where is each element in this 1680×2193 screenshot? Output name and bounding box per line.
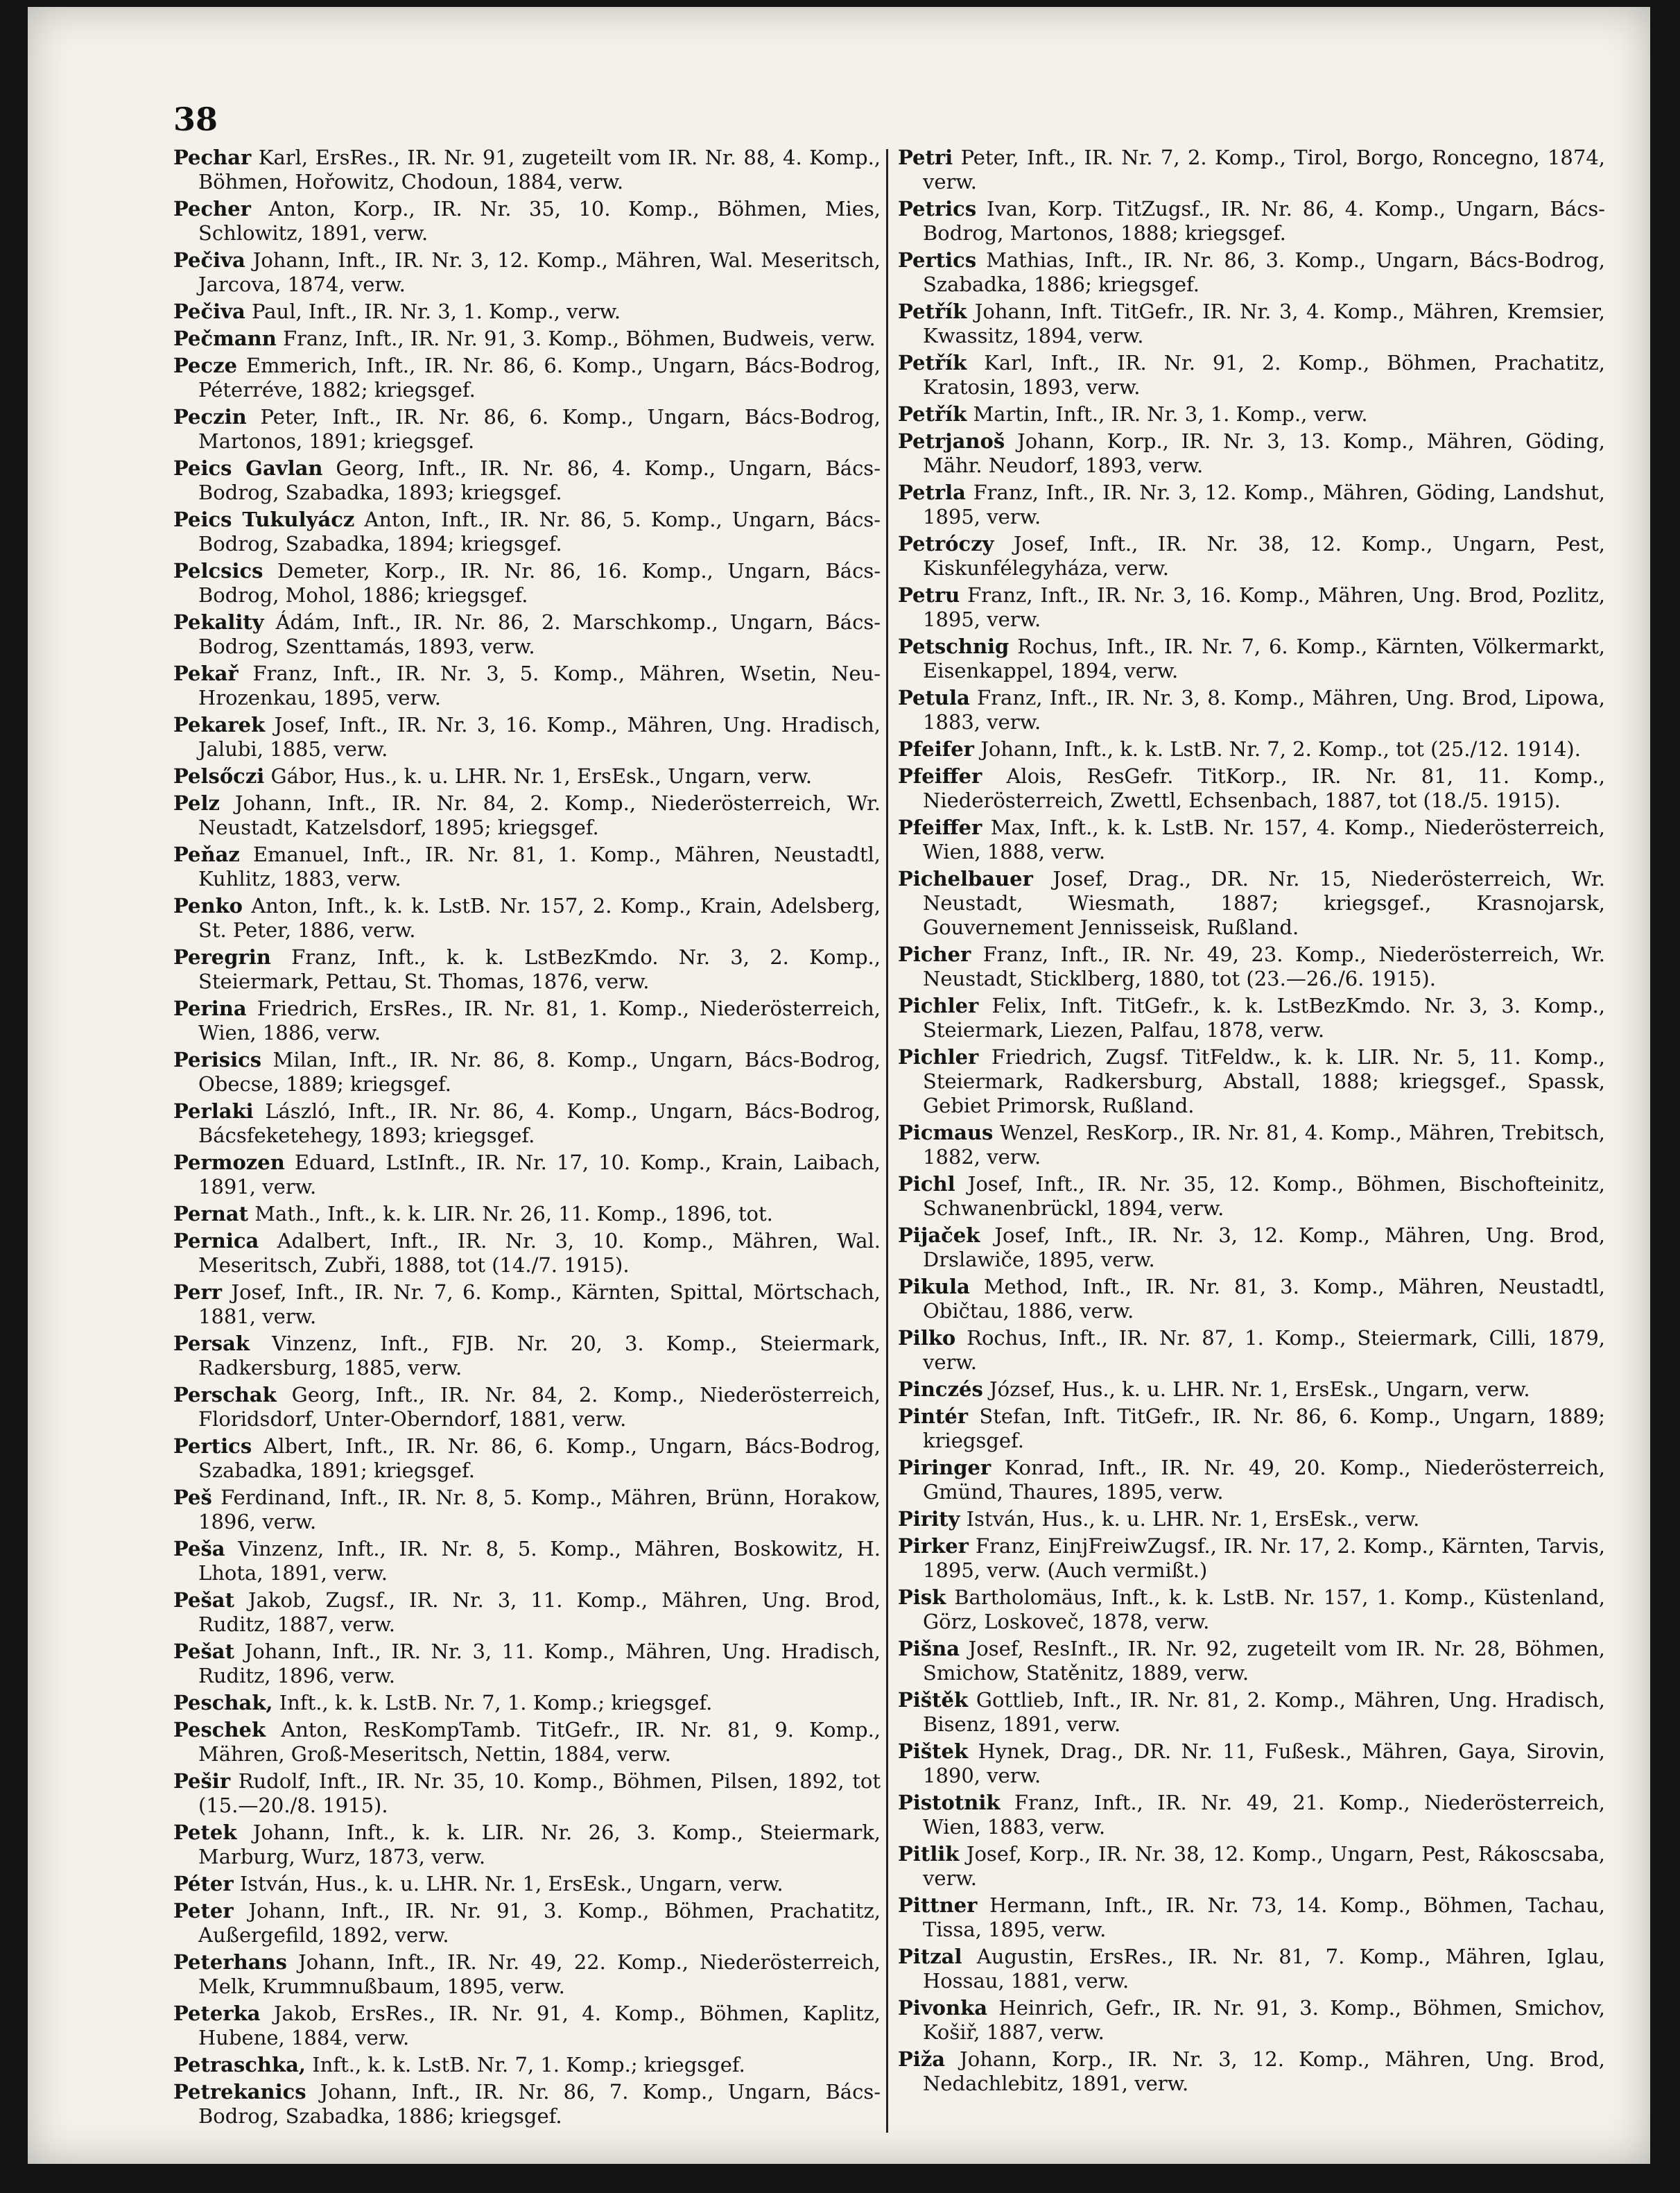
entry-surname: Permozen — [173, 1151, 285, 1174]
entry-details: Georg, Inft., IR. Nr. 84, 2. Komp., Niederösterreich, Floridsdorf, Unter-Oberndorf, 1881, verw. — [198, 1383, 881, 1431]
entry-surname: Pernat — [173, 1202, 249, 1226]
entry-surname: Petula — [898, 686, 970, 710]
entry-details: Franz, EinjFreiwZugsf., IR. Nr. 17, 2. Komp., Kärnten, Tarvis, 1895, verw. (Auch vermißt.) — [923, 1534, 1605, 1582]
entry-surname: Pertics — [898, 248, 977, 272]
register-entry — [898, 1377, 1605, 1402]
document-page — [28, 7, 1650, 2164]
entry-surname: Pištěk — [898, 1688, 969, 1712]
entry-surname: Petrjanoš — [898, 429, 1005, 453]
entry-surname: Petrics — [898, 197, 977, 221]
entry-details: Paul, Inft., IR. Nr. 3, 1. Komp., verw. — [252, 300, 621, 323]
entry-details: Demeter, Korp., IR. Nr. 86, 16. Komp., Ungarn, Bács-Bodrog, Mohol, 1886; kriegsgef. — [198, 559, 881, 607]
entry-surname: Pelz — [173, 791, 220, 815]
register-entry — [898, 816, 1605, 864]
entry-details: Johann, Korp., IR. Nr. 3, 13. Komp., Mähren, Göding, Mähr. Neudorf, 1893, verw. — [923, 429, 1606, 477]
entry-surname: Pekař — [173, 662, 239, 685]
left-column — [173, 146, 881, 2131]
register-entry — [898, 351, 1605, 399]
register-entry — [898, 1275, 1605, 1323]
entry-surname: Pivonka — [898, 1996, 987, 2020]
register-entry — [173, 894, 881, 943]
entry-details: Konrad, Inft., IR. Nr. 49, 20. Komp., Niederösterreich, Gmünd, Thaures, 1895, verw. — [923, 1456, 1606, 1504]
entry-surname: Peter — [173, 1899, 234, 1923]
entry-surname: Picmaus — [898, 1121, 994, 1144]
entry-details: István, Hus., k. u. LHR. Nr. 1, ErsEsk., Ungarn, verw. — [239, 1872, 783, 1895]
register-entry — [173, 1950, 881, 1999]
entry-details: Franz, Inft., IR. Nr. 91, 3. Komp., Böhmen, Budweis, verw. — [283, 327, 876, 350]
register-entry — [898, 1791, 1605, 1839]
entry-surname: Pernica — [173, 1229, 259, 1253]
register-entry — [173, 1151, 881, 1199]
entry-surname: Pichler — [898, 1045, 979, 1069]
entry-details: Vinzenz, Inft., IR. Nr. 8, 5. Komp., Mähren, Boskowitz, H. Lhota, 1891, verw. — [198, 1537, 881, 1585]
register-entry — [898, 943, 1605, 991]
entry-surname: Peňaz — [173, 843, 240, 866]
register-entry — [173, 1769, 881, 1818]
entry-details: Method, Inft., IR. Nr. 81, 3. Komp., Mähren, Neustadtl, Običtau, 1886, verw. — [923, 1275, 1605, 1323]
entry-surname: Pirity — [898, 1507, 960, 1531]
entry-details: Gottlieb, Inft., IR. Nr. 81, 2. Komp., Mähren, Ung. Hradisch, Bisenz, 1891, verw. — [923, 1688, 1605, 1736]
register-entry — [173, 1434, 881, 1483]
register-entry — [173, 354, 881, 402]
entry-details: Hermann, Inft., IR. Nr. 73, 14. Komp., Böhmen, Tachau, Tissa, 1895, verw. — [923, 1893, 1606, 1941]
entry-surname: Pikula — [898, 1275, 970, 1298]
entry-details: Albert, Inft., IR. Nr. 86, 6. Komp., Ungarn, Bács-Bodrog, Szabadka, 1891; kriegsgef. — [198, 1434, 881, 1482]
entry-details: Adalbert, Inft., IR. Nr. 3, 10. Komp., Mähren, Wal. Meseritsch, Zubři, 1888, tot (14./7. 1915). — [198, 1229, 881, 1277]
register-entry — [898, 1326, 1605, 1375]
entry-surname: Perina — [173, 997, 247, 1020]
entry-surname: Peschak, — [173, 1691, 273, 1714]
entry-details: Jakob, Zugsf., IR. Nr. 3, 11. Komp., Mähren, Ung. Brod, Ruditz, 1887, verw. — [198, 1588, 881, 1636]
register-entry — [173, 1202, 881, 1226]
entry-details: Emanuel, Inft., IR. Nr. 81, 1. Komp., Mähren, Neustadtl, Kuhlitz, 1883, verw. — [198, 843, 881, 891]
register-entry — [898, 1688, 1605, 1737]
register-entry — [173, 945, 881, 994]
entry-details: Inft., k. k. LstB. Nr. 7, 1. Komp.; kriegsgef. — [312, 2053, 745, 2076]
entry-surname: Pichl — [898, 1172, 955, 1196]
entry-surname: Piringer — [898, 1456, 991, 1479]
entry-surname: Petřík — [898, 300, 967, 323]
register-entry — [898, 1223, 1605, 1272]
entry-details: Vinzenz, Inft., FJB. Nr. 20, 3. Komp., Steiermark, Radkersburg, 1885, verw. — [198, 1332, 881, 1379]
entry-surname: Peš — [173, 1486, 212, 1509]
register-entry — [898, 1945, 1605, 1993]
register-entry — [898, 248, 1605, 297]
register-entry — [173, 764, 881, 789]
entry-surname: Perlaki — [173, 1099, 254, 1123]
entry-surname: Pfeiffer — [898, 764, 982, 788]
entry-details: Johann, Korp., IR. Nr. 3, 12. Komp., Mähren, Ung. Brod, Nedachlebitz, 1891, verw. — [923, 2047, 1605, 2095]
entry-details: Eduard, LstInft., IR. Nr. 17, 10. Komp., Krain, Laibach, 1891, verw. — [198, 1151, 881, 1198]
entry-details: Anton, ResKompTamb. TitGefr., IR. Nr. 81, 9. Komp., Mähren, Groß-Meseritsch, Nettin, 1884, verw. — [198, 1718, 881, 1766]
register-entry — [173, 2080, 881, 2128]
entry-details: Josef, Drag., DR. Nr. 15, Niederösterreich, Wr. Neustadt, Wiesmath, 1887; kriegsgef., Krasnojarsk, Gouvernement Jennisseisk, Rußland. — [923, 867, 1606, 939]
register-entry — [173, 1640, 881, 1688]
entry-surname: Petróczy — [898, 532, 994, 556]
register-entry — [898, 1121, 1605, 1169]
entry-details: Rochus, Inft., IR. Nr. 87, 1. Komp., Steiermark, Cilli, 1879, verw. — [923, 1326, 1605, 1374]
entry-details: Johann, Inft., k. k. LIR. Nr. 26, 3. Komp., Steiermark, Marburg, Wurz, 1873, verw. — [198, 1821, 881, 1868]
register-entry — [898, 994, 1605, 1042]
entry-surname: Peregrin — [173, 945, 271, 969]
entry-surname: Pichler — [898, 994, 979, 1017]
entry-surname: Peterhans — [173, 1950, 287, 1974]
entry-surname: Pelcsics — [173, 559, 263, 583]
entry-surname: Pichelbauer — [898, 867, 1033, 891]
entry-details: Josef, Inft., IR. Nr. 7, 6. Komp., Kärnten, Spittal, Mörtschach, 1881, verw. — [198, 1280, 881, 1328]
register-entry — [898, 1842, 1605, 1891]
entry-details: Georg, Inft., IR. Nr. 86, 4. Komp., Ungarn, Bács-Bodrog, Szabadka, 1893; kriegsgef. — [198, 456, 881, 504]
register-entry — [173, 508, 881, 556]
register-entry — [898, 1534, 1605, 1583]
register-entry — [898, 1893, 1605, 1942]
entry-surname: Pirker — [898, 1534, 969, 1558]
entry-surname: Peczin — [173, 405, 247, 429]
entry-surname: Pešat — [173, 1588, 234, 1612]
entry-surname: Pfeifer — [898, 737, 974, 761]
register-entry — [898, 635, 1605, 683]
register-entry — [898, 1456, 1605, 1504]
entry-surname: Pfeiffer — [898, 816, 982, 839]
register-entry — [173, 1899, 881, 1947]
entry-surname: Pitlik — [898, 1842, 960, 1866]
entry-surname: Pištek — [898, 1739, 969, 1763]
entry-surname: Pertics — [173, 1434, 252, 1458]
entry-surname: Petri — [898, 146, 953, 169]
register-entry — [898, 764, 1605, 813]
register-entry — [173, 146, 881, 194]
entry-details: Milan, Inft., IR. Nr. 86, 8. Komp., Ungarn, Bács-Bodrog, Obecse, 1889; kriegsgef. — [198, 1048, 881, 1096]
register-entry — [898, 737, 1605, 762]
register-entry — [173, 1280, 881, 1329]
entry-details: Gábor, Hus., k. u. LHR. Nr. 1, ErsEsk., Ungarn, verw. — [270, 764, 813, 788]
register-entry — [173, 1691, 881, 1715]
register-entry — [173, 1537, 881, 1585]
entry-surname: Piža — [898, 2047, 946, 2071]
entry-details: Anton, Inft., k. k. LstB. Nr. 157, 2. Komp., Krain, Adelsberg, St. Peter, 1886, verw. — [198, 894, 881, 942]
entry-surname: Pistotnik — [898, 1791, 1001, 1814]
entry-surname: Petek — [173, 1821, 237, 1844]
entry-surname: Pekality — [173, 610, 264, 634]
entry-surname: Peša — [173, 1537, 225, 1560]
entry-details: László, Inft., IR. Nr. 86, 4. Komp., Ungarn, Bács-Bodrog, Bácsfeketehegy, 1893; kriegsgef. — [198, 1099, 881, 1147]
register-entry — [898, 583, 1605, 632]
entry-details: Rudolf, Inft., IR. Nr. 35, 10. Komp., Böhmen, Pilsen, 1892, tot (15.—20./8. 1915). — [198, 1769, 881, 1817]
entry-details: Franz, Inft., IR. Nr. 3, 8. Komp., Mähren, Ung. Brod, Lipowa, 1883, verw. — [923, 686, 1605, 734]
register-entry — [898, 481, 1605, 529]
register-entry — [898, 2047, 1605, 2096]
entry-surname: Peterka — [173, 2002, 261, 2025]
entry-surname: Pitzal — [898, 1945, 962, 1968]
register-entry — [898, 146, 1605, 194]
entry-details: József, Hus., k. u. LHR. Nr. 1, ErsEsk., Ungarn, verw. — [989, 1377, 1530, 1401]
page-number: 38 — [173, 101, 218, 138]
entry-surname: Pelsőczi — [173, 764, 265, 788]
entry-surname: Penko — [173, 894, 243, 918]
entry-surname: Peics Gavlan — [173, 456, 323, 480]
register-entry — [898, 300, 1605, 348]
entry-details: Bartholomäus, Inft., k. k. LstB. Nr. 157, 1. Komp., Küstenland, Görz, Loskoveč, 1878, verw. — [923, 1585, 1606, 1633]
entry-details: Emmerich, Inft., IR. Nr. 86, 6. Komp., Ungarn, Bács-Bodrog, Péterréve, 1882; kriegsgef. — [198, 354, 881, 402]
register-entry — [173, 1872, 881, 1896]
entry-surname: Pešat — [173, 1640, 234, 1663]
entry-surname: Pečmann — [173, 327, 277, 350]
entry-details: Jakob, ErsRes., IR. Nr. 91, 4. Komp., Böhmen, Kaplitz, Hubene, 1884, verw. — [198, 2002, 881, 2049]
entry-details: Peter, Inft., IR. Nr. 7, 2. Komp., Tirol, Borgo, Roncegno, 1874, verw. — [923, 146, 1606, 194]
entry-details: Ádám, Inft., IR. Nr. 86, 2. Marschkomp., Ungarn, Bács-Bodrog, Szenttamás, 1893, verw. — [198, 610, 881, 658]
entry-details: Augustin, ErsRes., IR. Nr. 81, 7. Komp., Mähren, Iglau, Hossau, 1881, verw. — [923, 1945, 1605, 1993]
entry-details: Johann, Inft., IR. Nr. 91, 3. Komp., Böhmen, Prachatitz, Außergefild, 1892, verw. — [198, 1899, 881, 1947]
entry-surname: Pečiva — [173, 300, 245, 323]
register-entry — [898, 1172, 1605, 1221]
entry-surname: Pittner — [898, 1893, 978, 1917]
entry-surname: Pilko — [898, 1326, 956, 1350]
entry-surname: Perschak — [173, 1383, 277, 1407]
entry-details: Karl, Inft., IR. Nr. 91, 2. Komp., Böhmen, Prachatitz, Kratosin, 1893, verw. — [923, 351, 1605, 399]
entry-surname: Peics Tukulyácz — [173, 508, 355, 531]
entry-surname: Persak — [173, 1332, 250, 1355]
entry-details: Franz, Inft., IR. Nr. 3, 5. Komp., Mähren, Wsetin, Neu-Hrozenkau, 1895, verw. — [198, 662, 881, 710]
entry-surname: Picher — [898, 943, 971, 966]
register-entry — [173, 1718, 881, 1766]
register-entry — [898, 1996, 1605, 2045]
register-entry — [173, 1383, 881, 1431]
entry-details: Anton, Korp., IR. Nr. 35, 10. Komp., Böhmen, Mies, Schlowitz, 1891, verw. — [198, 197, 881, 245]
register-entry — [898, 1404, 1605, 1453]
entry-surname: Pisk — [898, 1585, 946, 1609]
entry-details: Franz, Inft., k. k. LstBezKmdo. Nr. 3, 2. Komp., Steiermark, Pettau, St. Thomas, 1876, verw. — [198, 945, 881, 993]
entry-details: Franz, Inft., IR. Nr. 49, 21. Komp., Niederösterreich, Wien, 1883, verw. — [923, 1791, 1606, 1839]
entry-surname: Perisics — [173, 1048, 262, 1072]
register-entry — [898, 686, 1605, 734]
register-entry — [173, 1229, 881, 1278]
entry-details: Josef, Inft., IR. Nr. 35, 12. Komp., Böhmen, Bischofteinitz, Schwanenbrückl, 1894, verw. — [923, 1172, 1605, 1220]
entry-details: Peter, Inft., IR. Nr. 86, 6. Komp., Ungarn, Bács-Bodrog, Martonos, 1891; kriegsgef. — [198, 405, 881, 453]
register-entry — [898, 402, 1605, 427]
entry-details: István, Hus., k. u. LHR. Nr. 1, ErsEsk., verw. — [966, 1507, 1420, 1531]
register-entry — [173, 248, 881, 297]
register-entry — [898, 1739, 1605, 1788]
register-entry — [173, 405, 881, 454]
entry-details: Johann, Inft., IR. Nr. 84, 2. Komp., Niederösterreich, Wr. Neustadt, Katzelsdorf, 1895; kriegsgef. — [198, 791, 881, 839]
entry-surname: Pekarek — [173, 713, 266, 737]
entry-details: Ivan, Korp. TitZugsf., IR. Nr. 86, 4. Komp., Ungarn, Bács-Bodrog, Martonos, 1888; kriegsgef. — [923, 197, 1606, 245]
entry-details: Josef, Korp., IR. Nr. 38, 12. Komp., Ungarn, Pest, Rákoscsaba, verw. — [923, 1842, 1605, 1890]
register-entry — [173, 559, 881, 608]
entry-surname: Petraschka, — [173, 2053, 306, 2076]
register-entry — [173, 1486, 881, 1534]
entry-surname: Petru — [898, 583, 960, 607]
entry-surname: Peschek — [173, 1718, 266, 1742]
entry-details: Karl, ErsRes., IR. Nr. 91, zugeteilt vom IR. Nr. 88, 4. Komp., Böhmen, Hořowitz, Chodoun, 1884, verw. — [198, 146, 881, 194]
entry-details: Johann, Inft., IR. Nr. 86, 7. Komp., Ungarn, Bács-Bodrog, Szabadka, 1886; kriegsgef. — [198, 2080, 881, 2128]
entry-details: Josef, Inft., IR. Nr. 3, 16. Komp., Mähren, Ung. Hradisch, Jalubi, 1885, verw. — [198, 713, 881, 761]
entry-details: Johann, Inft., IR. Nr. 3, 12. Komp., Mähren, Wal. Meseritsch, Jarcova, 1874, verw. — [198, 248, 881, 296]
entry-details: Ferdinand, Inft., IR. Nr. 8, 5. Komp., Mähren, Brünn, Horakow, 1896, verw. — [198, 1486, 881, 1533]
entry-details: Johann, Inft., IR. Nr. 49, 22. Komp., Niederösterreich, Melk, Krummnußbaum, 1895, verw. — [198, 1950, 881, 1998]
entry-details: Johann, Inft., k. k. LstB. Nr. 7, 2. Komp., tot (25./12. 1914). — [980, 737, 1581, 761]
entry-surname: Pečiva — [173, 248, 245, 272]
entry-details: Johann, Inft., IR. Nr. 3, 11. Komp., Mähren, Ung. Hradisch, Ruditz, 1896, verw. — [198, 1640, 881, 1687]
register-entry — [173, 2053, 881, 2077]
right-column — [898, 146, 1605, 2099]
entry-details: Josef, Inft., IR. Nr. 3, 12. Komp., Mähren, Ung. Brod, Drslawiče, 1895, verw. — [923, 1223, 1606, 1271]
entry-surname: Petřík — [898, 402, 967, 426]
entry-surname: Petschnig — [898, 635, 1010, 658]
entry-surname: Petřík — [898, 351, 967, 375]
entry-surname: Pijaček — [898, 1223, 980, 1247]
entry-details: Inft., k. k. LstB. Nr. 7, 1. Komp.; kriegsgef. — [279, 1691, 713, 1714]
register-entry — [898, 197, 1605, 246]
register-entry — [173, 610, 881, 659]
register-entry — [898, 1507, 1605, 1531]
register-entry — [898, 1637, 1605, 1685]
register-entry — [173, 713, 881, 762]
entry-surname: Péter — [173, 1872, 234, 1895]
register-entry — [173, 300, 881, 324]
register-entry — [173, 2002, 881, 2050]
register-entry — [173, 1332, 881, 1380]
register-entry — [173, 791, 881, 840]
register-entry — [173, 1099, 881, 1148]
entry-details: Felix, Inft. TitGefr., k. k. LstBezKmdo. Nr. 3, 3. Komp., Steiermark, Liezen, Palfau, 1878, verw. — [923, 994, 1605, 1042]
register-entry — [898, 532, 1605, 580]
entry-details: Friedrich, Zugsf. TitFeldw., k. k. LIR. Nr. 5, 11. Komp., Steiermark, Radkersburg, Abstall, 1888; kriegsgef., Spassk, Gebiet Primorsk, Rußland. — [923, 1045, 1606, 1117]
entry-surname: Pecher — [173, 197, 251, 221]
register-entry — [173, 456, 881, 505]
entry-details: Martin, Inft., IR. Nr. 3, 1. Komp., verw. — [973, 402, 1368, 426]
entry-surname: Pešir — [173, 1769, 231, 1793]
entry-details: Anton, Inft., IR. Nr. 86, 5. Komp., Ungarn, Bács-Bodrog, Szabadka, 1894; kriegsgef. — [198, 508, 881, 556]
register-entry — [173, 662, 881, 710]
entry-details: Rochus, Inft., IR. Nr. 7, 6. Komp., Kärnten, Völkermarkt, Eisenkappel, 1894, verw. — [923, 635, 1605, 682]
register-entry — [173, 1821, 881, 1869]
register-entry — [173, 1588, 881, 1637]
entry-details: Johann, Inft. TitGefr., IR. Nr. 3, 4. Komp., Mähren, Kremsier, Kwassitz, 1894, verw. — [923, 300, 1605, 347]
entry-surname: Perr — [173, 1280, 223, 1304]
column-divider — [886, 149, 888, 2133]
entry-details: Math., Inft., k. k. LIR. Nr. 26, 11. Komp., 1896, tot. — [254, 1202, 773, 1226]
entry-details: Franz, Inft., IR. Nr. 3, 12. Komp., Mähren, Göding, Landshut, 1895, verw. — [923, 481, 1606, 528]
register-entry — [173, 843, 881, 891]
register-entry — [898, 1045, 1605, 1118]
entry-details: Alois, ResGefr. TitKorp., IR. Nr. 81, 11. Komp., Niederösterreich, Zwettl, Echsenbach, 1887, tot (18./5. 1915). — [923, 764, 1605, 812]
entry-details: Franz, Inft., IR. Nr. 49, 23. Komp., Niederösterreich, Wr. Neustadt, Sticklberg, 1880, tot (23.—26./6. 1915). — [923, 943, 1605, 990]
entry-details: Josef, Inft., IR. Nr. 38, 12. Komp., Ungarn, Pest, Kiskunfélegyháza, verw. — [923, 532, 1605, 580]
entry-details: Max, Inft., k. k. LstB. Nr. 157, 4. Komp., Niederösterreich, Wien, 1888, verw. — [923, 816, 1605, 863]
register-entry — [173, 997, 881, 1045]
register-entry — [898, 429, 1605, 478]
entry-details: Friedrich, ErsRes., IR. Nr. 81, 1. Komp., Niederösterreich, Wien, 1886, verw. — [198, 997, 881, 1044]
entry-details: Hynek, Drag., DR. Nr. 11, Fußesk., Mähren, Gaya, Sirovin, 1890, verw. — [923, 1739, 1605, 1787]
entry-details: Mathias, Inft., IR. Nr. 86, 3. Komp., Ungarn, Bács-Bodrog, Szabadka, 1886; kriegsgef. — [923, 248, 1605, 296]
entry-surname: Pintér — [898, 1404, 969, 1428]
register-entry — [173, 197, 881, 246]
entry-surname: Pecze — [173, 354, 238, 377]
entry-surname: Petrekanics — [173, 2080, 306, 2104]
entry-details: Wenzel, ResKorp., IR. Nr. 81, 4. Komp., Mähren, Trebitsch, 1882, verw. — [923, 1121, 1605, 1169]
entry-surname: Pinczés — [898, 1377, 983, 1401]
entry-surname: Pechar — [173, 146, 252, 169]
register-entry — [173, 327, 881, 351]
entry-details: Stefan, Inft. TitGefr., IR. Nr. 86, 6. Komp., Ungarn, 1889; kriegsgef. — [923, 1404, 1606, 1452]
register-entry — [898, 867, 1605, 940]
entry-details: Franz, Inft., IR. Nr. 3, 16. Komp., Mähren, Ung. Brod, Pozlitz, 1895, verw. — [923, 583, 1605, 631]
entry-surname: Petrla — [898, 481, 966, 504]
register-entry — [898, 1585, 1605, 1634]
entry-details: Josef, ResInft., IR. Nr. 92, zugeteilt vom IR. Nr. 28, Böhmen, Smichow, Statěnitz, 1889, verw. — [923, 1637, 1606, 1685]
register-entry — [173, 1048, 881, 1096]
entry-details: Heinrich, Gefr., IR. Nr. 91, 3. Komp., Böhmen, Smichov, Košiř, 1887, verw. — [923, 1996, 1606, 2044]
entry-surname: Pišna — [898, 1637, 960, 1660]
